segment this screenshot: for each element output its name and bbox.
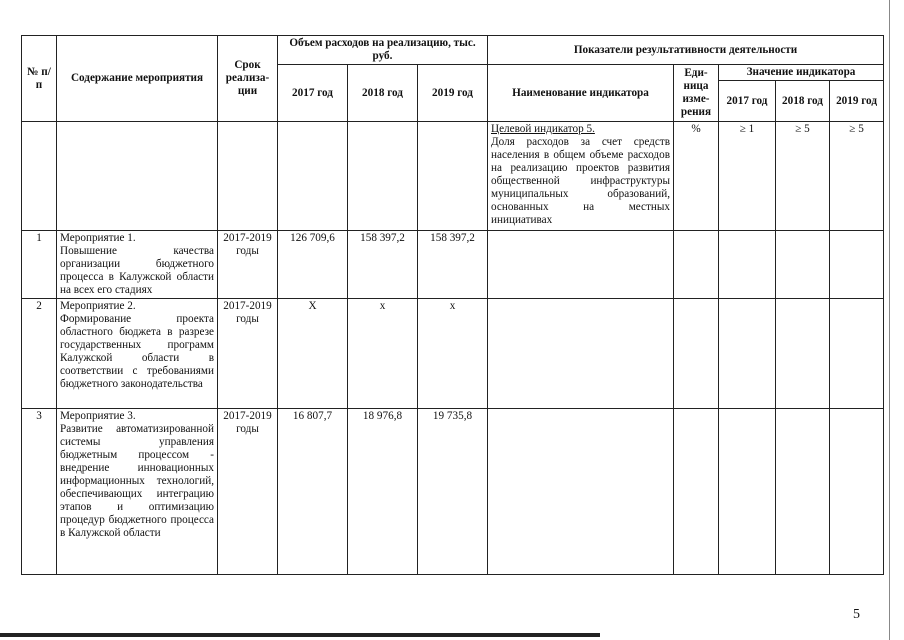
indicator-cell (488, 122, 674, 230)
activity-text: Развитие автоматизированной системы управления бюджетным процессом - внедрение инновационных информационных технологий, обеспечивающих интеграцию этапов и оптимизацию процедур бюджетного процесса в Калужской области (60, 423, 214, 540)
amount-2017: Х (278, 298, 348, 408)
header-year-2017: 2017 год (278, 65, 348, 122)
header-value-2017: 2017 год (719, 81, 776, 122)
row-num: 2 (22, 298, 57, 408)
header-term: Срок реализа- ции (218, 36, 278, 122)
table-row (22, 230, 884, 298)
activity-text: Повышение качества организации бюджетного процесса в Калужской области на всех его стадиях (60, 244, 214, 296)
header-content: Содержание мероприятия (57, 36, 218, 122)
table-row (22, 298, 884, 408)
header-indicators: Показатели результативности деятельности (488, 36, 884, 65)
indicator-value-2018: ≥ 5 (776, 122, 830, 230)
amount-2019: х (418, 298, 488, 408)
activity-title: Мероприятие 3. (60, 410, 136, 423)
header-expenses: Объем расходов на реализацию, тыс. руб. (278, 36, 488, 65)
indicator-unit: % (674, 122, 719, 230)
row-num: 3 (22, 409, 57, 575)
program-table (21, 35, 884, 575)
header-indicator-name: Наименование индикатора (488, 65, 674, 122)
amount-2019: 158 397,2 (418, 230, 488, 298)
header-row-1 (22, 36, 884, 65)
indicator-text: Доля расходов за счет средств населения в общем объеме расходов на реализацию проектов развития общественной инфраструктуры муниципальных образований, основанных на местных инициативах (491, 136, 670, 227)
amount-2017: 16 807,7 (278, 409, 348, 575)
activity-text: Формирование проекта областного бюджета в разрезе государственных программ Калужской области в соответствии с требованиями бюджетного законодательства (60, 312, 214, 390)
page-number: 5 (853, 607, 860, 622)
header-unit: Еди- ница изме- рения (674, 65, 719, 122)
amount-2017: 126 709,6 (278, 230, 348, 298)
amount-2018: 18 976,8 (348, 409, 418, 575)
header-value-2019: 2019 год (830, 81, 884, 122)
amount-2018: х (348, 298, 418, 408)
table-row-target-indicator (22, 122, 884, 230)
table-row (22, 409, 884, 575)
header-value-2018: 2018 год (776, 81, 830, 122)
amount-2019: 19 735,8 (418, 409, 488, 575)
term-cell: 2017-2019 годы (218, 409, 278, 575)
header-year-2018: 2018 год (348, 65, 418, 122)
indicator-value-2017: ≥ 1 (719, 122, 776, 230)
activity-title: Мероприятие 1. (60, 231, 136, 244)
amount-2018: 158 397,2 (348, 230, 418, 298)
activity-title: Мероприятие 2. (60, 299, 136, 312)
term-cell: 2017-2019 годы (218, 298, 278, 408)
header-year-2019: 2019 год (418, 65, 488, 122)
header-num: № п/п (22, 36, 57, 122)
header-indicator-value: Значение индикатора (719, 65, 884, 81)
indicator-title: Целевой индикатор 5. (491, 123, 595, 136)
activity-cell (57, 230, 218, 298)
activity-cell (57, 298, 218, 408)
footer-line (0, 633, 600, 637)
activity-cell (57, 409, 218, 575)
term-cell: 2017-2019 годы (218, 230, 278, 298)
indicator-value-2019: ≥ 5 (830, 122, 884, 230)
row-num: 1 (22, 230, 57, 298)
page-edge-line (889, 0, 890, 640)
